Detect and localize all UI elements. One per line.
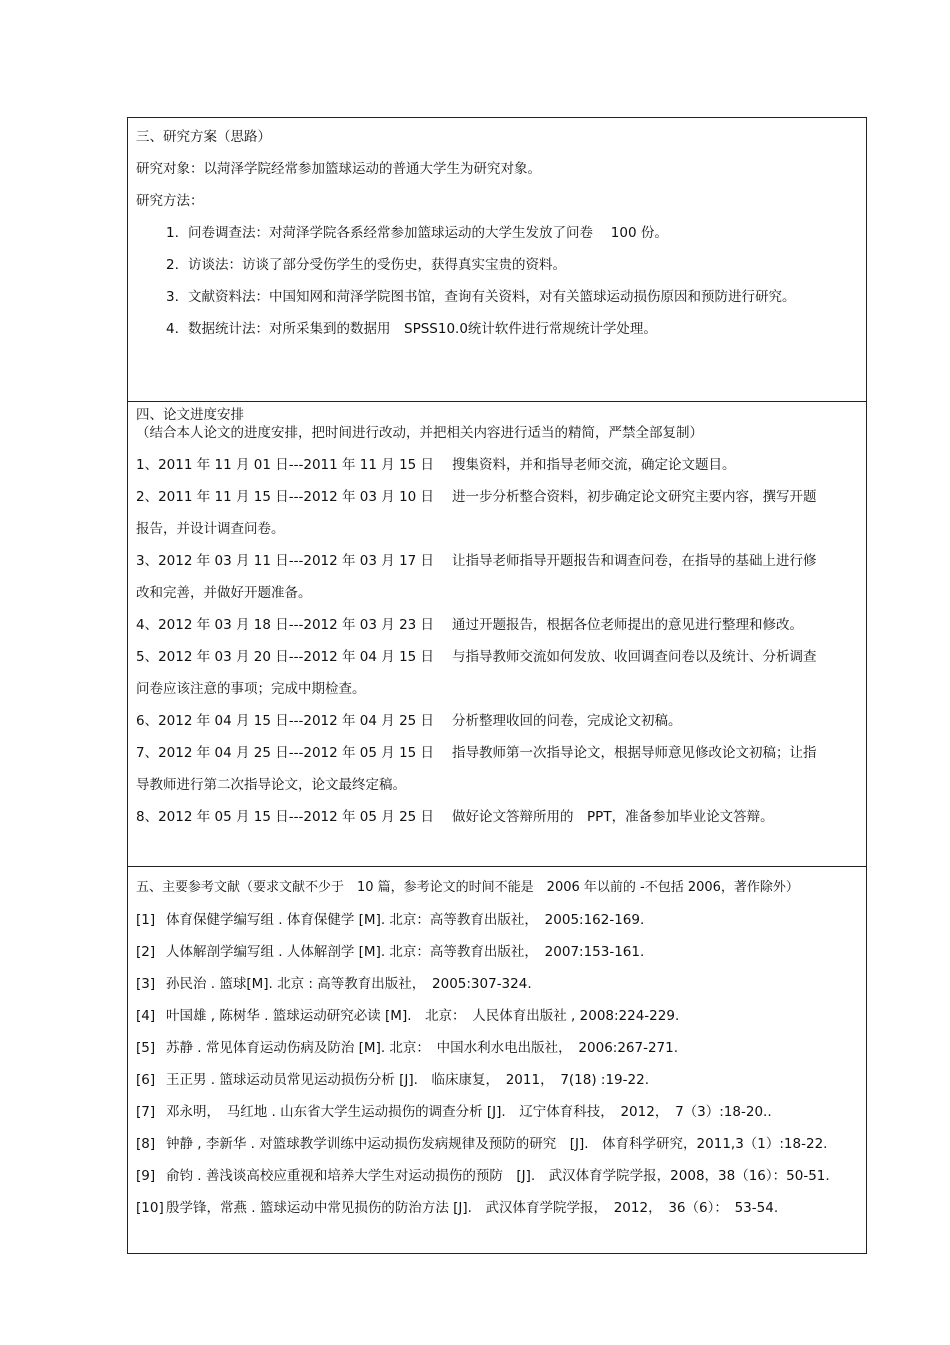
schedule-date: 3、2012 年 03 月 11 日---2012 年 03 月 17 日 <box>136 553 435 569</box>
schedule-item <box>136 712 858 730</box>
method-text: 访谈法：访谈了部分受伤学生的受伤史，获得真实宝贵的资料。 <box>188 257 566 273</box>
method-number: 4. <box>166 321 179 337</box>
schedule-date: 2、2011 年 11 月 15 日---2012 年 03 月 10 日 <box>136 489 435 505</box>
schedule-note: （结合本人论文的进度安排，把时间进行改动，并把相关内容进行适当的精简，严禁全部复制） <box>136 425 703 441</box>
reference-number: [3] <box>136 976 156 992</box>
reference-number: [9] <box>136 1168 156 1184</box>
reference-text: 苏静 . 常见体育运动伤病及防治 [M]. 北京： 中国水利水电出版社， 2006:267-271. <box>166 1040 679 1056</box>
reference-number: [8] <box>136 1136 156 1152</box>
reference-item <box>136 1007 858 1025</box>
references-heading: 五、主要参考文献（要求文献不少于 10 篇，参考论文的时间不能是 2006 年以前的 -不包括 2006，著作除外） <box>136 880 799 895</box>
schedule-task-continued: 导教师进行第二次指导论文，论文最终定稿。 <box>136 777 406 793</box>
reference-number: [10] <box>136 1200 164 1216</box>
method-item <box>136 256 858 274</box>
research-plan-section <box>128 118 866 402</box>
reference-number: [2] <box>136 944 156 960</box>
schedule-task: 分析整理收回的问卷，完成论文初稿。 <box>452 713 682 729</box>
schedule-task: 指导教师第一次指导论文，根据导师意见修改论文初稿；让指 <box>452 745 817 761</box>
schedule-task: 进一步分析整合资料，初步确定论文研究主要内容，撰写开题 <box>452 489 817 505</box>
reference-text: 殷学锋，常燕 . 篮球运动中常见损伤的防治方法 [J]. 武汉体育学院学报， 2012， 36（6）： 53-54. <box>166 1200 779 1216</box>
schedule-item <box>136 488 858 538</box>
schedule-item <box>136 648 858 698</box>
method-text: 文献资料法：中国知网和菏泽学院图书馆，查询有关资料，对有关篮球运动损伤原因和预防进行研究。 <box>188 289 796 305</box>
reference-number: [1] <box>136 912 156 928</box>
reference-item <box>136 1071 858 1089</box>
reference-number: [6] <box>136 1072 156 1088</box>
schedule-task: 让指导老师指导开题报告和调查问卷，在指导的基础上进行修 <box>452 553 817 569</box>
references-section <box>128 867 866 1253</box>
research-plan-heading: 三、研究方案（思路） <box>136 129 271 145</box>
schedule-task: 做好论文答辩所用的 PPT，准备参加毕业论文答辩。 <box>452 809 774 825</box>
reference-item <box>136 1199 858 1217</box>
schedule-date: 5、2012 年 03 月 20 日---2012 年 04 月 15 日 <box>136 649 435 665</box>
schedule-date: 7、2012 年 04 月 25 日---2012 年 05 月 15 日 <box>136 745 435 761</box>
reference-number: [4] <box>136 1008 156 1024</box>
method-text: 数据统计法：对所采集到的数据用 SPSS10.0统计软件进行常规统计学处理。 <box>188 321 657 337</box>
research-object: 研究对象：以菏泽学院经常参加篮球运动的普通大学生为研究对象。 <box>136 161 541 177</box>
method-item <box>136 288 858 306</box>
schedule-task-continued: 报告，并设计调查问卷。 <box>136 521 285 537</box>
schedule-item <box>136 456 858 474</box>
reference-text: 叶国雄 , 陈树华 . 篮球运动研究必读 [M]. 北京： 人民体育出版社 , 2008:224-229. <box>166 1008 680 1024</box>
schedule-task: 与指导教师交流如何发放、收回调查问卷以及统计、分析调查 <box>452 649 817 665</box>
schedule-date: 4、2012 年 03 月 18 日---2012 年 03 月 23 日 <box>136 617 435 633</box>
schedule-heading: 四、论文进度安排 <box>136 407 244 423</box>
schedule-date: 1、2011 年 11 月 01 日---2011 年 11 月 15 日 <box>136 457 435 473</box>
reference-text: 俞钧 . 善浅谈高校应重视和培养大学生对运动损伤的预防 [J]. 武汉体育学院学报，2008，38（16）：50-51. <box>166 1168 830 1184</box>
reference-item <box>136 911 858 929</box>
schedule-task: 通过开题报告，根据各位老师提出的意见进行整理和修改。 <box>452 617 804 633</box>
reference-item <box>136 1167 858 1185</box>
method-item <box>136 320 858 338</box>
reference-item <box>136 1039 858 1057</box>
reference-number: [5] <box>136 1040 156 1056</box>
schedule-item <box>136 744 858 794</box>
method-number: 3. <box>166 289 179 305</box>
method-number: 2. <box>166 257 179 273</box>
schedule-item <box>136 808 858 826</box>
reference-item <box>136 975 858 993</box>
reference-text: 体育保健学编写组 . 体育保健学 [M]. 北京：高等教育出版社， 2005:162-169. <box>166 912 645 928</box>
schedule-section <box>128 402 866 867</box>
reference-text: 孙民治 . 篮球[M]. 北京 : 高等教育出版社， 2005:307-324. <box>166 976 532 992</box>
method-number: 1. <box>166 225 179 241</box>
reference-number: [7] <box>136 1104 156 1120</box>
reference-text: 邓永明， 马红地 . 山东省大学生运动损伤的调查分析 [J]. 辽宁体育科技， 2012， 7（3）:18-20.. <box>166 1104 772 1120</box>
proposal-table <box>127 117 867 1254</box>
method-item <box>136 224 858 242</box>
methods-label: 研究方法： <box>136 193 204 209</box>
schedule-task: 搜集资料，并和指导老师交流，确定论文题目。 <box>452 457 736 473</box>
reference-text: 人体解剖学编写组 . 人体解剖学 [M]. 北京：高等教育出版社， 2007:153-161. <box>166 944 645 960</box>
method-text: 问卷调查法：对菏泽学院各系经常参加篮球运动的大学生发放了问卷 100 份。 <box>188 225 668 241</box>
schedule-item <box>136 552 858 602</box>
reference-text: 王正男 . 篮球运动员常见运动损伤分析 [J]. 临床康复， 2011， 7(18) :19-22. <box>166 1072 649 1088</box>
reference-text: 钟静 , 李新华 . 对篮球教学训练中运动损伤发病规律及预防的研究 [J]. 体育科学研究，2011,3（1）:18-22. <box>166 1136 828 1152</box>
schedule-task-continued: 问卷应该注意的事项；完成中期检查。 <box>136 681 366 697</box>
reference-item <box>136 1135 858 1153</box>
schedule-date: 6、2012 年 04 月 15 日---2012 年 04 月 25 日 <box>136 713 435 729</box>
schedule-task-continued: 改和完善，并做好开题准备。 <box>136 585 312 601</box>
schedule-date: 8、2012 年 05 月 15 日---2012 年 05 月 25 日 <box>136 809 435 825</box>
schedule-item <box>136 616 858 634</box>
reference-item <box>136 1103 858 1121</box>
reference-item <box>136 943 858 961</box>
